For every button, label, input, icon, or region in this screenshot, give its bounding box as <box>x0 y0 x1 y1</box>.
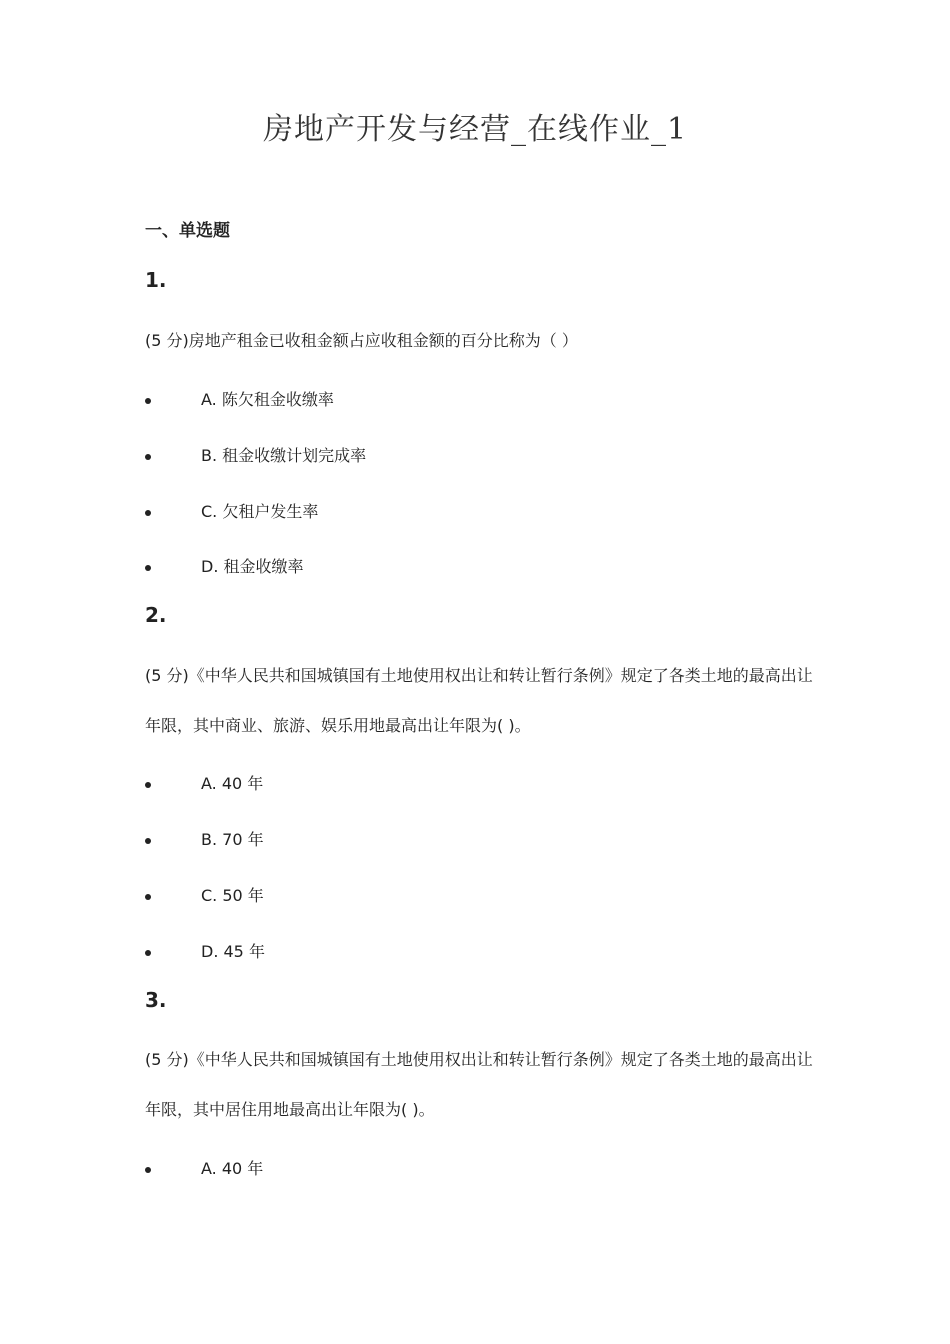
bullet-icon <box>145 894 151 900</box>
option-label: B. 租金收缴计划完成率 <box>201 446 367 465</box>
option-label: D. 租金收缴率 <box>201 557 304 576</box>
bullet-icon <box>145 838 151 844</box>
question-number: 1. <box>145 268 167 292</box>
bullet-icon <box>145 454 151 460</box>
option-label: A. 陈欠租金收缴率 <box>201 390 334 409</box>
option-label: C. 欠租户发生率 <box>201 502 319 521</box>
document-title: 房地产开发与经营_在线作业_1 <box>262 112 688 147</box>
option-label: A. 40 年 <box>201 774 264 793</box>
bullet-icon <box>145 510 151 516</box>
option-label: B. 70 年 <box>201 830 264 849</box>
question-number: 3. <box>145 988 167 1012</box>
bullet-icon <box>145 1167 151 1173</box>
question-text: (5 分)《中华人民共和国城镇国有土地使用权出让和转让暂行条例》规定了各类土地的最高出让年限，其中商业、旅游、娱乐用地最高出让年限为( )。 <box>145 666 813 735</box>
question-number: 2. <box>145 603 167 627</box>
bullet-icon <box>145 950 151 956</box>
section-heading: 一、单选题 <box>145 221 230 241</box>
bullet-icon <box>145 565 151 571</box>
option-label: C. 50 年 <box>201 886 264 905</box>
bullet-icon <box>145 398 151 404</box>
option-label: A. 40 年 <box>201 1159 264 1178</box>
question-text: (5 分)房地产租金已收租金额占应收租金额的百分比称为（ ） <box>145 331 578 350</box>
option-label: D. 45 年 <box>201 942 265 961</box>
bullet-icon <box>145 782 151 788</box>
question-text: (5 分)《中华人民共和国城镇国有土地使用权出让和转让暂行条例》规定了各类土地的最高出让年限，其中居住用地最高出让年限为( )。 <box>145 1050 813 1119</box>
